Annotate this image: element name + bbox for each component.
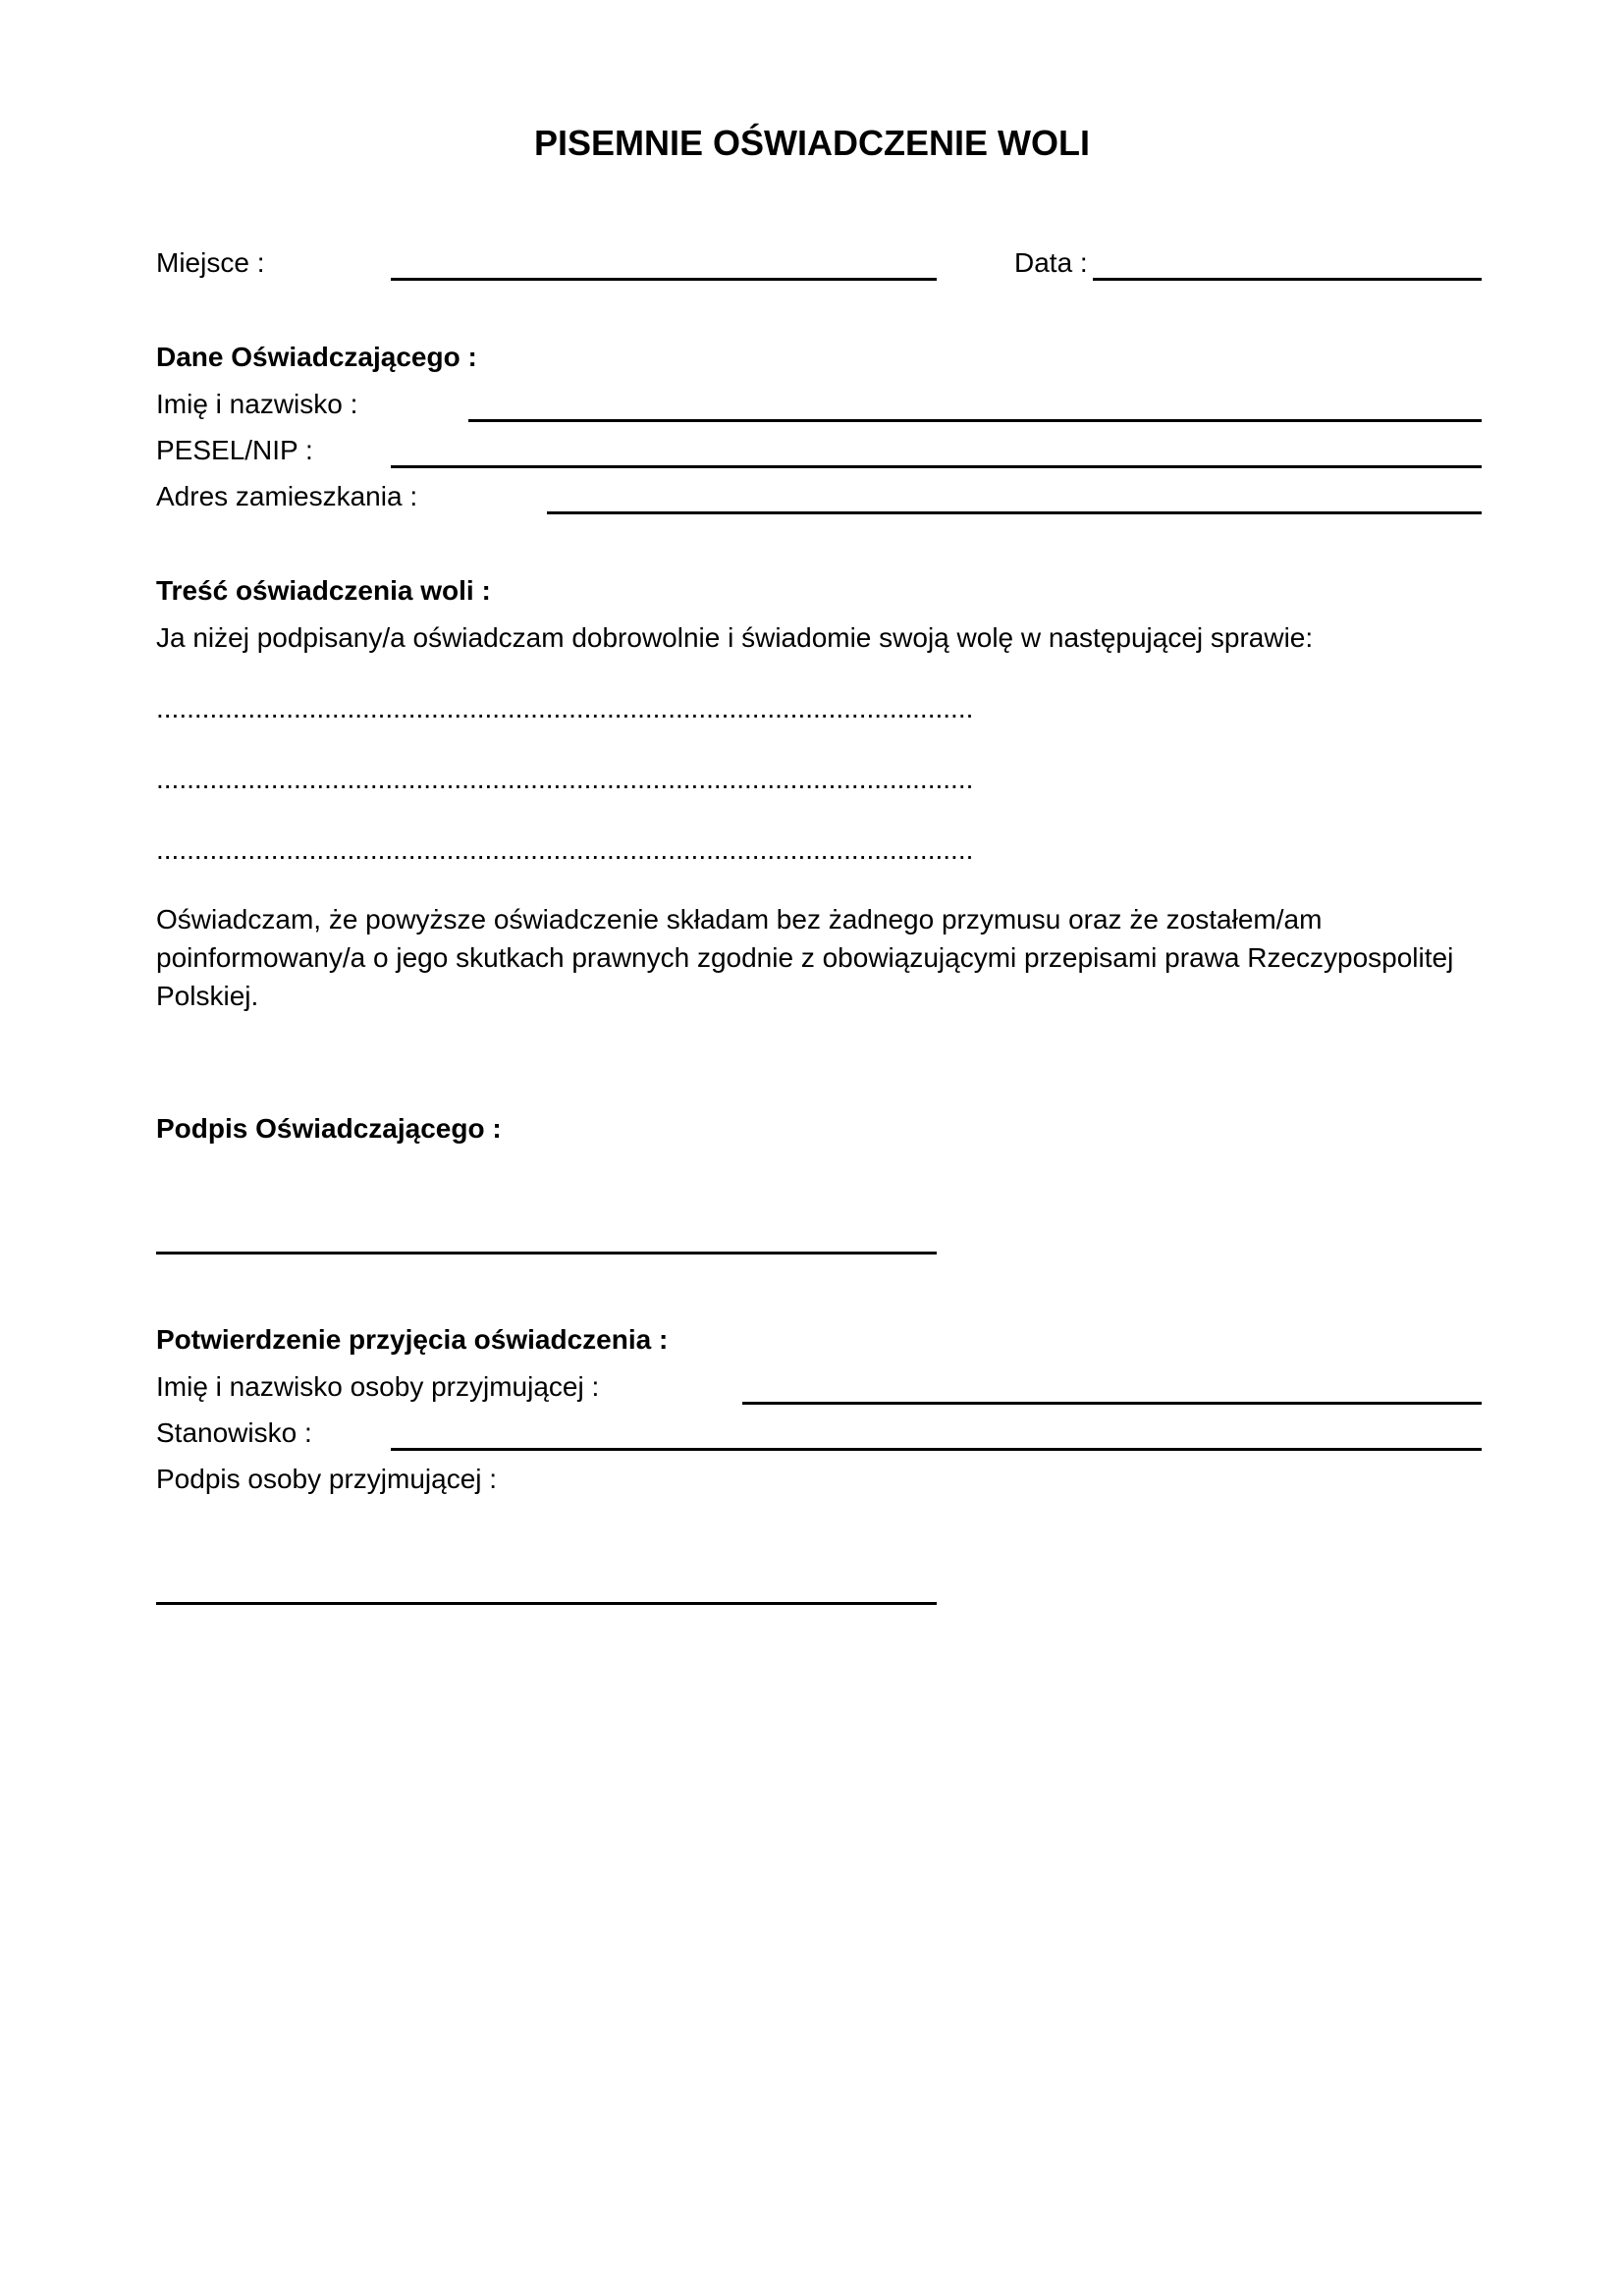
date-field-line[interactable]: [1093, 278, 1482, 281]
receiver-name-field-line[interactable]: [742, 1402, 1482, 1405]
receiver-signature-line[interactable]: [156, 1602, 937, 1605]
position-field-line[interactable]: [391, 1448, 1482, 1451]
declarant-signature-line[interactable]: [156, 1252, 937, 1255]
place-label: Miejsce :: [156, 247, 265, 278]
pesel-label: PESEL/NIP :: [156, 435, 313, 465]
document-title: PISEMNIE OŚWIADCZENIE WOLI: [533, 123, 1090, 163]
dotted-line-1[interactable]: ...........................................................................................................: [156, 693, 974, 723]
address-field-line[interactable]: [547, 511, 1482, 514]
position-label: Stanowisko :: [156, 1417, 312, 1448]
date-label: Data :: [1014, 247, 1088, 278]
dotted-line-2[interactable]: ...........................................................................................................: [156, 764, 974, 794]
name-field-line[interactable]: [468, 419, 1482, 422]
pesel-field-line[interactable]: [391, 465, 1482, 468]
content-intro: Ja niżej podpisany/a oświadczam dobrowolnie i świadomie swoją wolę w następującej sprawie:: [156, 622, 1314, 653]
name-label: Imię i nazwisko :: [156, 389, 358, 419]
receiver-signature-label: Podpis osoby przyjmującej :: [156, 1464, 498, 1494]
content-heading: Treść oświadczenia woli :: [156, 575, 491, 606]
dotted-line-3[interactable]: ...........................................................................................................: [156, 834, 974, 865]
receiver-name-label: Imię i nazwisko osoby przyjmującej :: [156, 1371, 600, 1402]
address-label: Adres zamieszkania :: [156, 481, 418, 511]
signature-heading: Podpis Oświadczającego :: [156, 1113, 502, 1144]
place-field-line[interactable]: [391, 278, 937, 281]
confirmation-heading: Potwierdzenie przyjęcia oświadczenia :: [156, 1324, 669, 1355]
declarant-heading: Dane Oświadczającego :: [156, 342, 477, 372]
declaration-statement: Oświadczam, że powyższe oświadczenie składam bez żadnego przymusu oraz że zostałem/am poinformowany/a o jego skutkach prawnych zgodnie z obowiązującymi przepisami prawa Rzeczypospolitej Polskiej.: [156, 904, 1454, 1011]
